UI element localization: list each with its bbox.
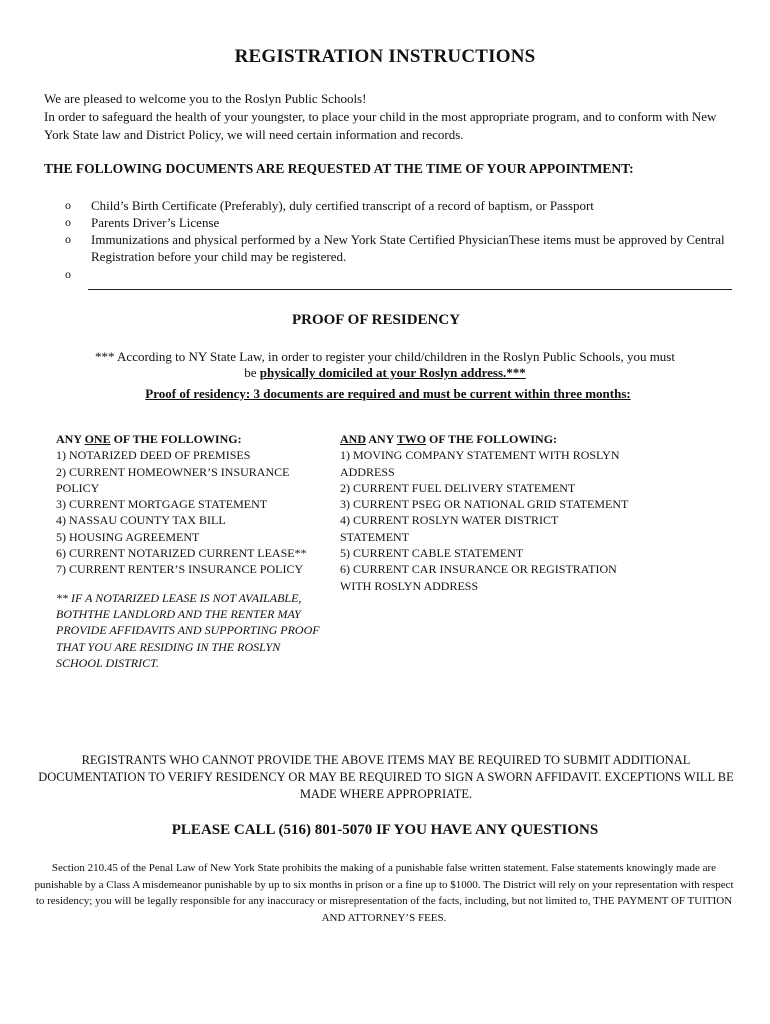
list-item: 4) CURRENT ROSLYN WATER DISTRICT STATEMENT [340,513,559,544]
heading-text: OF THE FOLLOWING: [110,432,242,446]
bullet-icon: o [65,267,71,281]
list-item: 3) CURRENT PSEG OR NATIONAL GRID STATEMENT [340,497,629,512]
heading-emphasis: ONE [84,432,111,446]
heading-text: ANY [366,432,397,446]
list-item: 2) CURRENT FUEL DELIVERY STATEMENT [340,480,576,495]
list-item [65,231,725,265]
any-one-list [56,447,326,577]
proof-of-residency-heading: PROOF OF RESIDENCY [291,312,461,328]
law-prefix: be [244,365,260,380]
list-item: 5) HOUSING AGREEMENT [56,529,200,544]
penal-law-disclaimer: Section 210.45 of the Penal Law of New York State prohibits the making of a punishable false written statement. False statements knowingly made are punishable by a Class A misdemeanor punishable by up to six months in prison or a fine up to $1000. The District will rely on your representation with respect to residency; you will be legally responsible for any inaccuracy or misrepresentation of the facts, including, but not limited to, THE PAYMENT OF TUITION AND ATTORNEY’S FEES. [34,862,734,924]
ny-law-notice [30,349,740,381]
registrants-notice: REGISTRANTS WHO CANNOT PROVIDE THE ABOVE ITEMS MAY BE REQUIRED TO SUBMIT ADDITIONAL DOCUMENTATION TO VERIFY RESIDENCY OR MAY BE REQUIRED TO SIGN A SWORN AFFIDAVIT. EXCEPTIONS WILL BE MADE WHERE APPROPRIATE. [38,753,734,801]
list-item: 1) NOTARIZED DEED OF PREMISES [56,448,251,463]
list-item: 1) MOVING COMPANY STATEMENT WITH ROSLYN ADDRESS [340,448,620,479]
law-suffix: .*** [503,365,526,380]
purpose-paragraph: In order to safeguard the health of your youngster, to place your child in the most appropriate program, and to conform with New York State law and District Policy, we will need certain information and records. [44,109,717,142]
any-one-column [56,431,326,671]
list-item: 5) CURRENT CABLE STATEMENT [340,546,524,561]
law-line-1: *** According to NY State Law, in order to register your child/children in the Roslyn Public Schools, you must [95,349,675,364]
any-two-heading [340,431,630,447]
documents-list [65,197,725,281]
heading-text: ANY [56,432,85,446]
list-item: 6) CURRENT NOTARIZED CURRENT LEASE** [56,546,307,561]
intro-block [44,90,734,144]
list-item: 3) CURRENT MORTGAGE STATEMENT [56,497,268,512]
lease-note: ** IF A NOTARIZED LEASE IS NOT AVAILABLE, BOTHTHE LANDLORD AND THE RENTER MAY PROVIDE AFFIDAVITS AND SUPPORTING PROOF THAT YOU ARE RESIDING IN THE ROSLYN SCHOOL DISTRICT. [56,590,320,670]
list-item [65,214,725,231]
documents-heading: THE FOLLOWING DOCUMENTS ARE REQUESTED AT THE TIME OF YOUR APPOINTMENT: [44,161,634,176]
bullet-icon: o [65,198,71,212]
bullet-icon: o [65,215,71,229]
document-item-birth-certificate: Child’s Birth Certificate (Preferably), duly certified transcript of a record of baptism, or Passport [91,198,594,213]
document-item-drivers-license: Parents Driver’s License [91,215,220,230]
law-line-2 [30,365,740,381]
domiciled-emphasis: physically domiciled at your Roslyn address [259,365,504,380]
page-title: REGISTRATION INSTRUCTIONS [234,46,536,67]
any-one-heading [56,431,326,447]
any-two-column [340,431,630,594]
welcome-line: We are pleased to welcome you to the Roslyn Public Schools! [44,91,367,106]
divider [88,289,732,290]
list-item: 4) NASSAU COUNTY TAX BILL [56,513,226,528]
list-item: 2) CURRENT HOMEOWNER’S INSURANCE POLICY [56,464,290,495]
bullet-icon: o [65,232,71,246]
list-item: 7) CURRENT RENTER’S INSURANCE POLICY [56,562,304,577]
heading-emphasis: AND [340,432,366,446]
list-item [65,197,725,214]
residency-requirement: Proof of residency: 3 documents are required and must be current within three months: [145,386,631,401]
call-us-line: PLEASE CALL (516) 801-5070 IF YOU HAVE ANY QUESTIONS [171,822,599,838]
any-two-list [340,447,630,594]
heading-emphasis: TWO [396,432,427,446]
list-item: 6) CURRENT CAR INSURANCE OR REGISTRATION WITH ROSLYN ADDRESS [340,562,617,593]
heading-text: OF THE FOLLOWING: [426,432,558,446]
document-item-immunizations: Immunizations and physical performed by a New York State Certified PhysicianThese items must be approved by Central Registration before your child may be registered. [91,232,725,264]
